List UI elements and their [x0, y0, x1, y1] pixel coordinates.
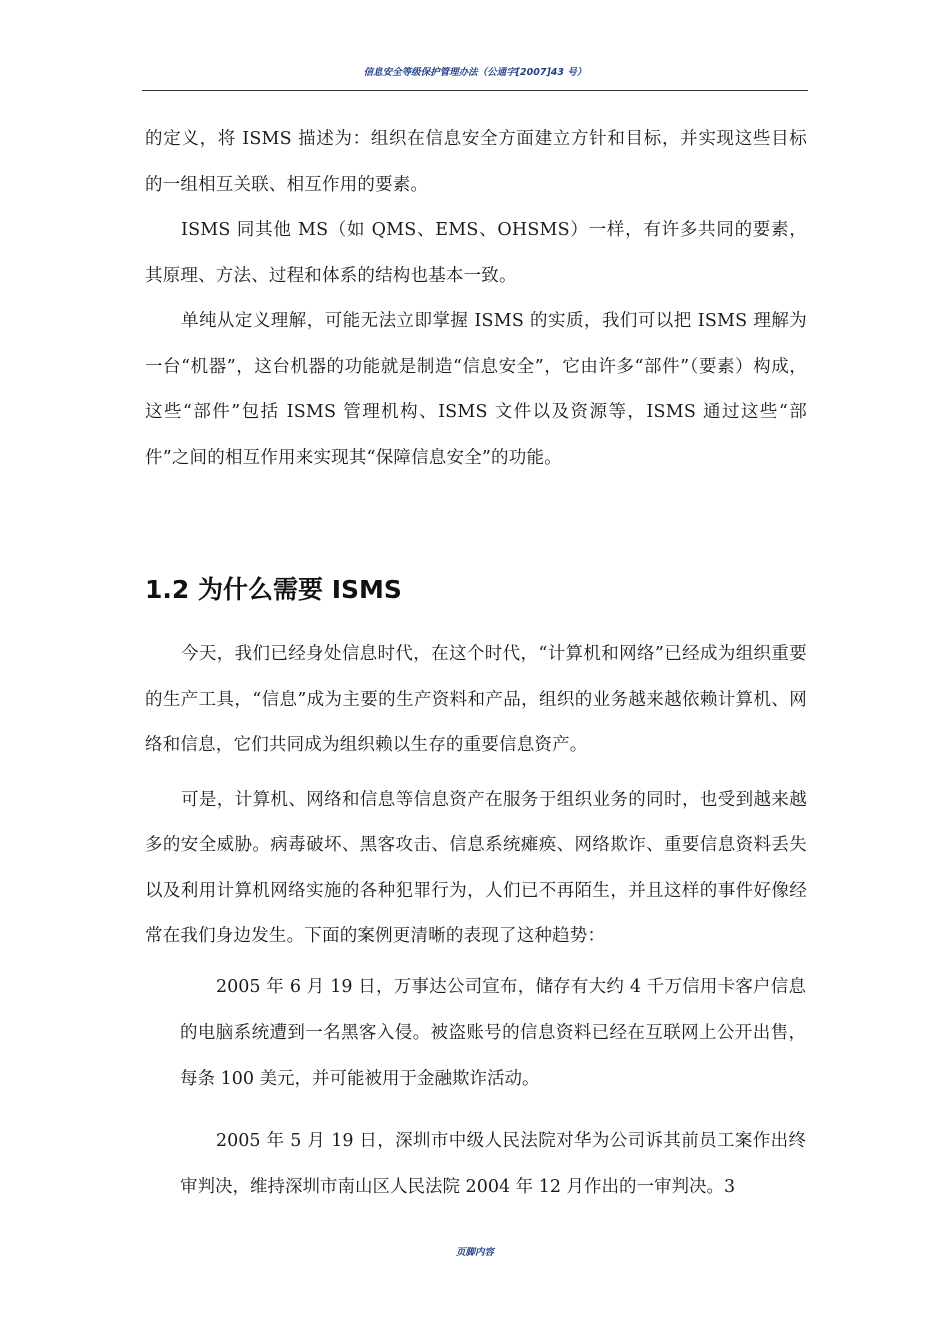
section-paragraph-2: 可是，计算机、网络和信息等信息资产在服务于组织业务的同时，也受到越来越多的安全威胁。病毒破坏、黑客攻击、信息系统瘫痪、网络欺诈、重要信息资料丢失以及利用计算机网络实施的各种犯罪行为，人们已不再陌生，并且这样的事件好像经常在我们身边发生。下面的案例更清晰的表现了这种趋势： [145, 789, 807, 946]
section-heading: 1.2 为什么需要 ISMS [145, 575, 402, 604]
case-paragraph-1: 2005 年 6 月 19 日，万事达公司宣布，储存有大约 4 千万信用卡客户信息的电脑系统遭到一名黑客入侵。被盗账号的信息资料已经在互联网上公开出售，每条 100 美元，并可能被用于金融欺诈活动。 [180, 977, 806, 1089]
page-header: 信息安全等级保护管理办法（公通字[2007]43 号） [363, 67, 587, 78]
case-list [180, 964, 806, 1210]
section-paragraph-1: 今天，我们已经身处信息时代，在这个时代，“计算机和网络”已经成为组织重要的生产工具，“信息”成为主要的生产资料和产品，组织的业务越来越依赖计算机、网络和信息，它们共同成为组织赖以生存的重要信息资产。 [145, 644, 807, 755]
case-paragraph-2: 2005 年 5 月 19 日，深圳市中级人民法院对华为公司诉其前员工案作出终审判决，维持深圳市南山区人民法院 2004 年 12 月作出的一审判决。3 [180, 1131, 806, 1197]
header-divider [142, 90, 808, 91]
intro-paragraph-2: ISMS 同其他 MS（如 QMS、EMS、OHSMS）一样，有许多共同的要素，其原理、方法、过程和体系的结构也基本一致。 [145, 220, 807, 286]
section-body [145, 632, 807, 960]
page-footer: 页脚内容 [455, 1247, 494, 1258]
intro-paragraph-3: 单纯从定义理解，可能无法立即掌握 ISMS 的实质，我们可以把 ISMS 理解为一台“机器”，这台机器的功能就是制造“信息安全”，它由许多“部件”（要素）构成，这些“部件”包括 ISMS 管理机构、ISMS 文件以及资源等，ISMS 通过这些“部件”之间的相互作用来实现其“保障信息安全”的功能。 [145, 311, 807, 468]
intro-paragraph-1: 的定义，将 ISMS 描述为：组织在信息安全方面建立方针和目标，并实现这些目标的一组相互关联、相互作用的要素。 [145, 129, 807, 195]
intro-section [145, 117, 807, 481]
